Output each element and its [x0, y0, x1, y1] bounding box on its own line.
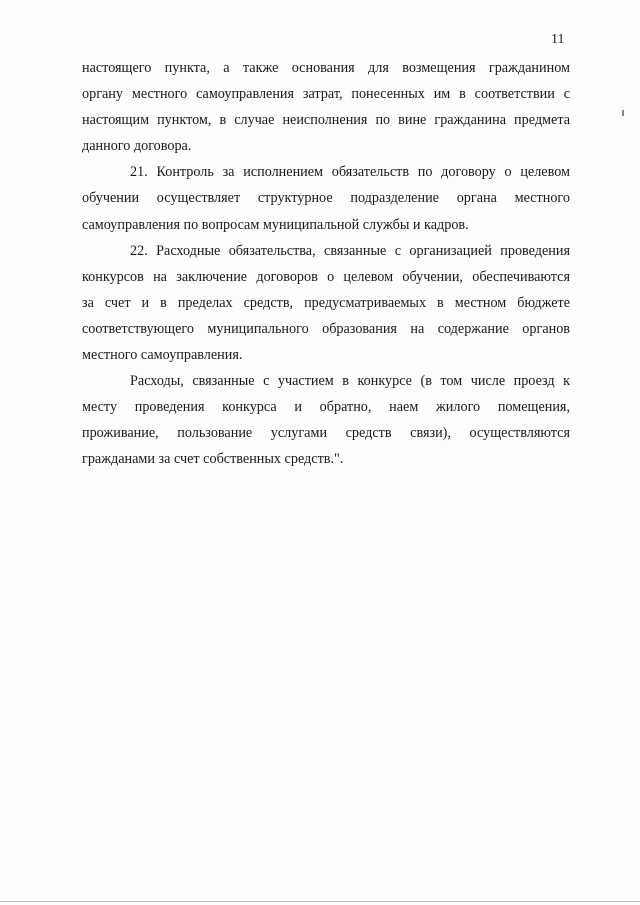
document-body [82, 55, 570, 473]
text-line-4: данного договора. [82, 138, 192, 155]
paragraph-21-line-1: 21. Контроль за исполнением обязательств по договору о целевом [130, 164, 570, 181]
text-line-2: органу местного самоуправления затрат, понесенных им в соответствии с [82, 86, 570, 103]
paragraph-22-line-4: соответствующего муниципального образования на содержание органов [82, 320, 570, 337]
scan-bottom-edge [0, 901, 640, 902]
page-number: 11 [551, 32, 565, 47]
paragraph-21-line-3: самоуправления по вопросам муниципальной службы и кадров. [82, 216, 469, 233]
expenses-paragraph-line-4: гражданами за счет собственных средств.". [82, 451, 344, 468]
expenses-paragraph-line-3: проживание, пользование услугами средств связи), осуществляются [82, 425, 570, 442]
scan-mark [622, 110, 624, 116]
paragraph-21-line-2: обучении осуществляет структурное подразделение органа местного [82, 190, 570, 207]
paragraph-22-line-3: за счет и в пределах средств, предусматриваемых в местном бюджете [82, 294, 570, 311]
text-line-1: настоящего пункта, а также основания для возмещения гражданином [82, 60, 570, 76]
text-line-3: настоящим пунктом, в случае неисполнения по вине гражданина предмета [82, 112, 570, 129]
paragraph-22-line-5: местного самоуправления. [82, 347, 243, 364]
expenses-paragraph-line-1: Расходы, связанные с участием в конкурсе (в том числе проезд к [130, 373, 570, 390]
paragraph-22-line-2: конкурсов на заключение договоров о целевом обучении, обеспечиваются [82, 268, 570, 285]
expenses-paragraph-line-2: месту проведения конкурса и обратно, наем жилого помещения, [82, 399, 570, 416]
paragraph-22-line-1: 22. Расходные обязательства, связанные с организацией проведения [130, 242, 570, 259]
